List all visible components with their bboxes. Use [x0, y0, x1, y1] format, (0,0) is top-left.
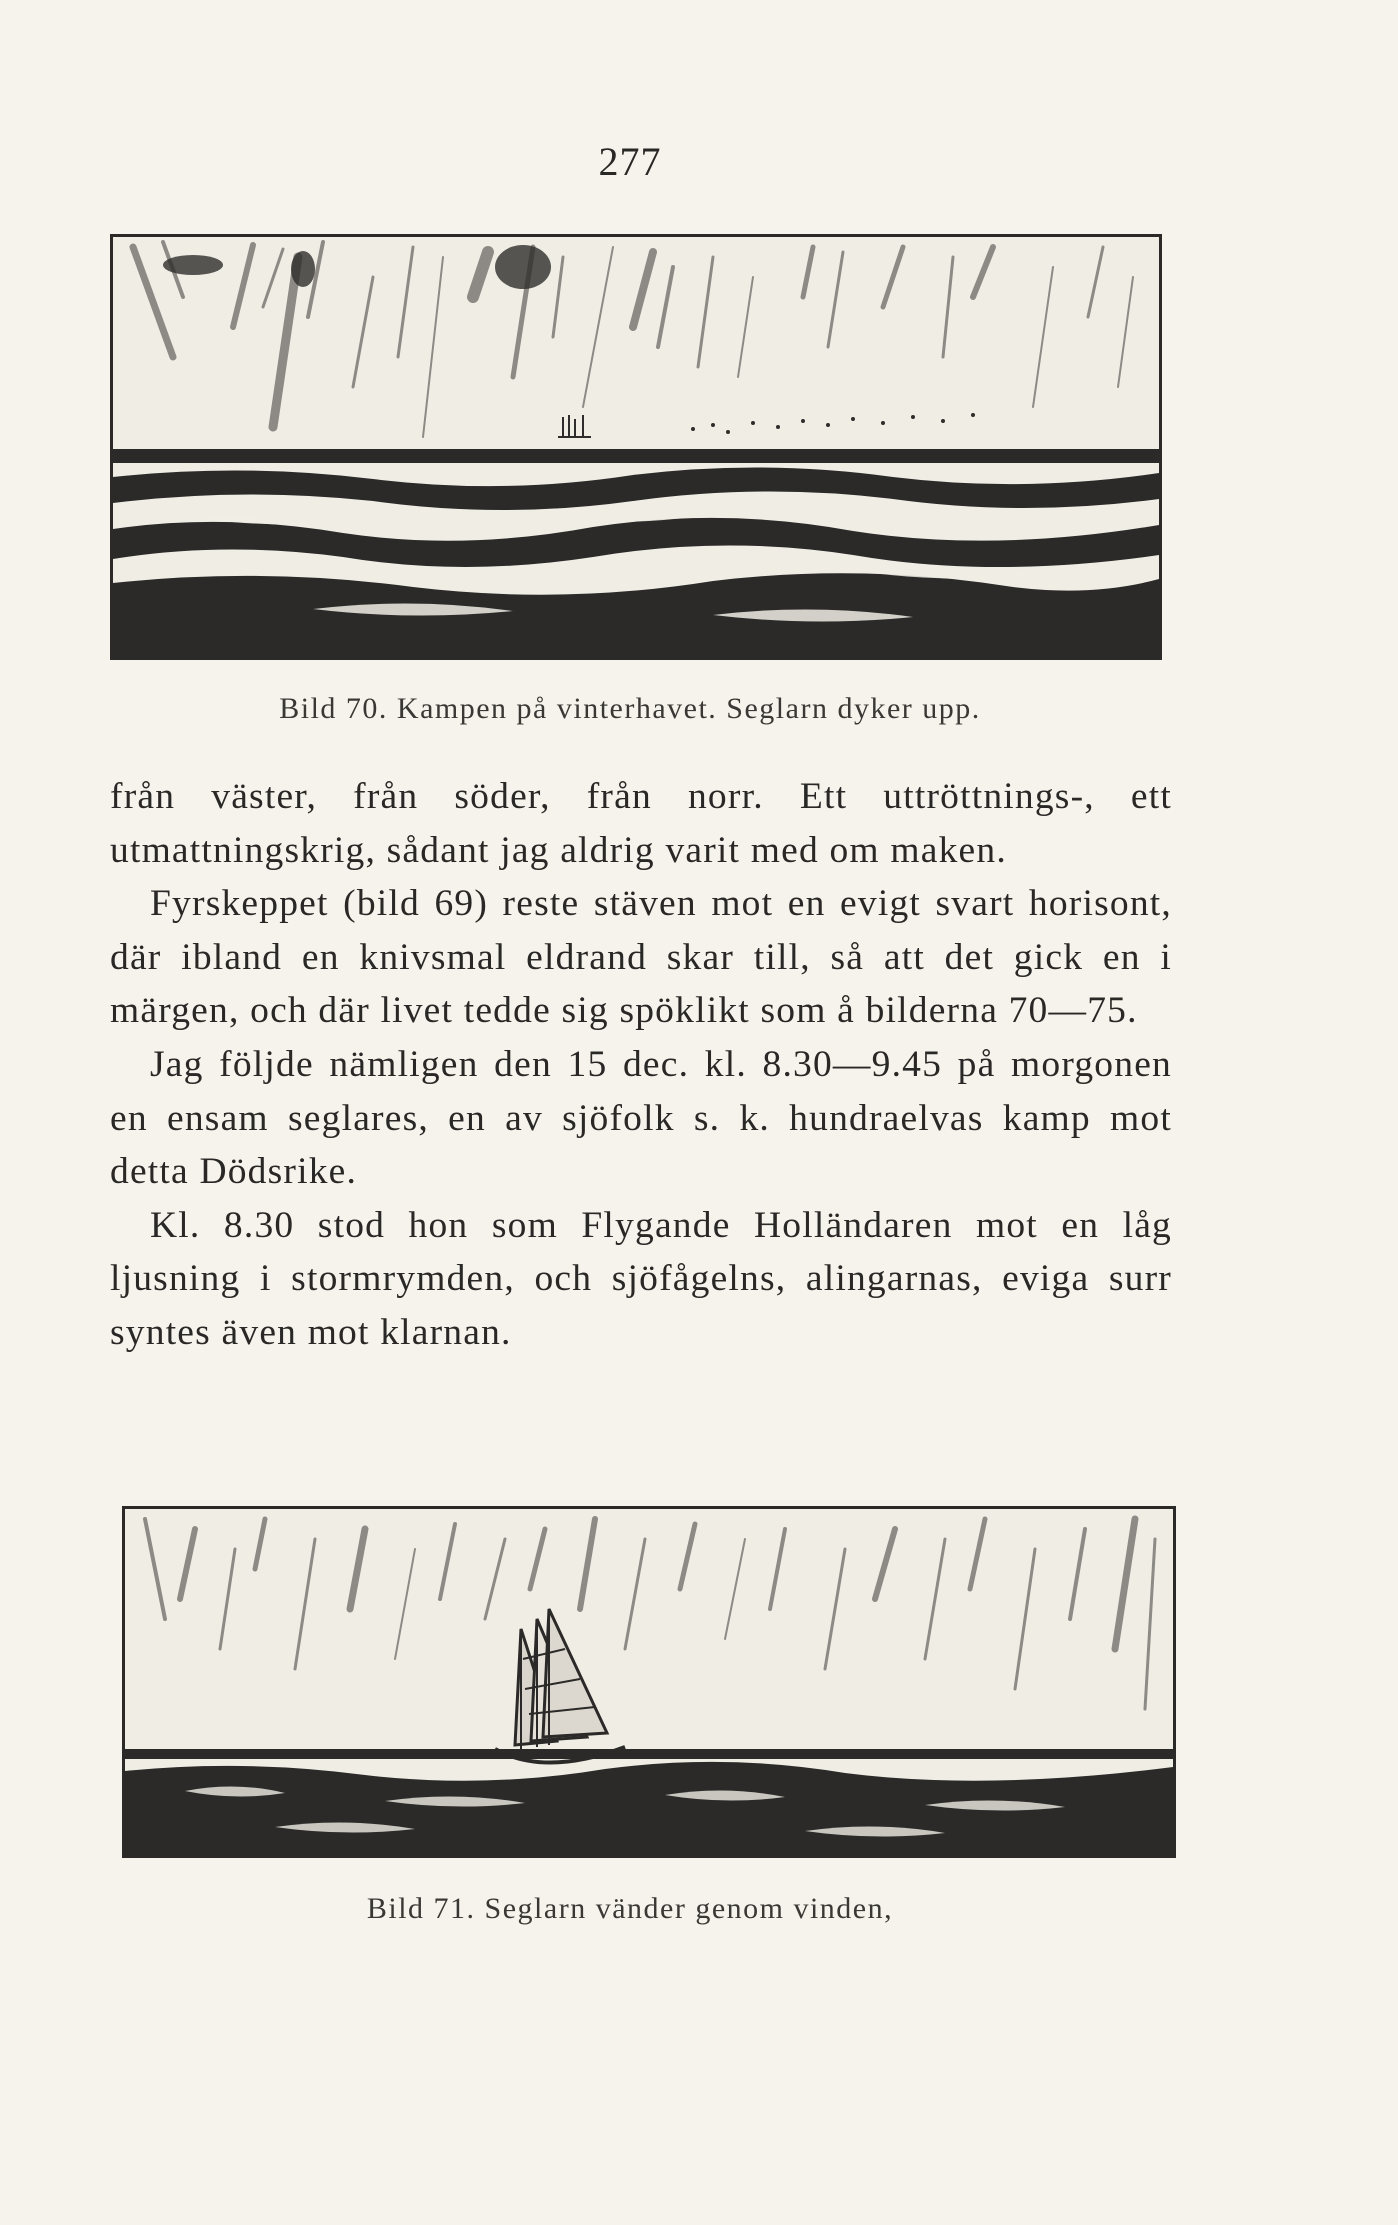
- illustration-sailing-ship: [122, 1506, 1176, 1858]
- figure-caption-71: Bild 71. Seglarn vänder genom vinden,: [366, 1892, 894, 1925]
- figure-caption-70: Bild 70. Kampen på vinterhavet. Seglarn dyker upp.: [279, 692, 981, 725]
- paragraph: Kl. 8.30 stod hon som Flygande Holländaren mot en låg ljusning i stormrymden, och sjöfågelns, alingarnas, eviga surr syntes även mot klarnan.: [110, 1204, 1172, 1353]
- page-number: 277: [598, 139, 662, 184]
- paragraph: från väster, från söder, från norr. Ett uttröttnings-, ett utmattningskrig, sådant jag aldrig varit med om maken.: [110, 776, 1172, 871]
- body-text: [110, 770, 1172, 1360]
- paragraph: Jag följde nämligen den 15 dec. kl. 8.30—9.45 på morgonen en ensam seglares, en av sjöfolk s. k. hundraelvas kamp mot detta Dödsrike.: [110, 1043, 1172, 1193]
- winter-sea-drawing: [113, 237, 1159, 657]
- sailing-ship-drawing: [125, 1509, 1173, 1855]
- illustration-winter-sea: [110, 234, 1162, 660]
- paragraph: Fyrskeppet (bild 69) reste stäven mot en evigt svart horisont, där ibland en knivsmal eldrand skar till, så att det gick en i märgen, och där livet tedde sig spöklikt som å bilderna 70—75.: [110, 883, 1172, 1032]
